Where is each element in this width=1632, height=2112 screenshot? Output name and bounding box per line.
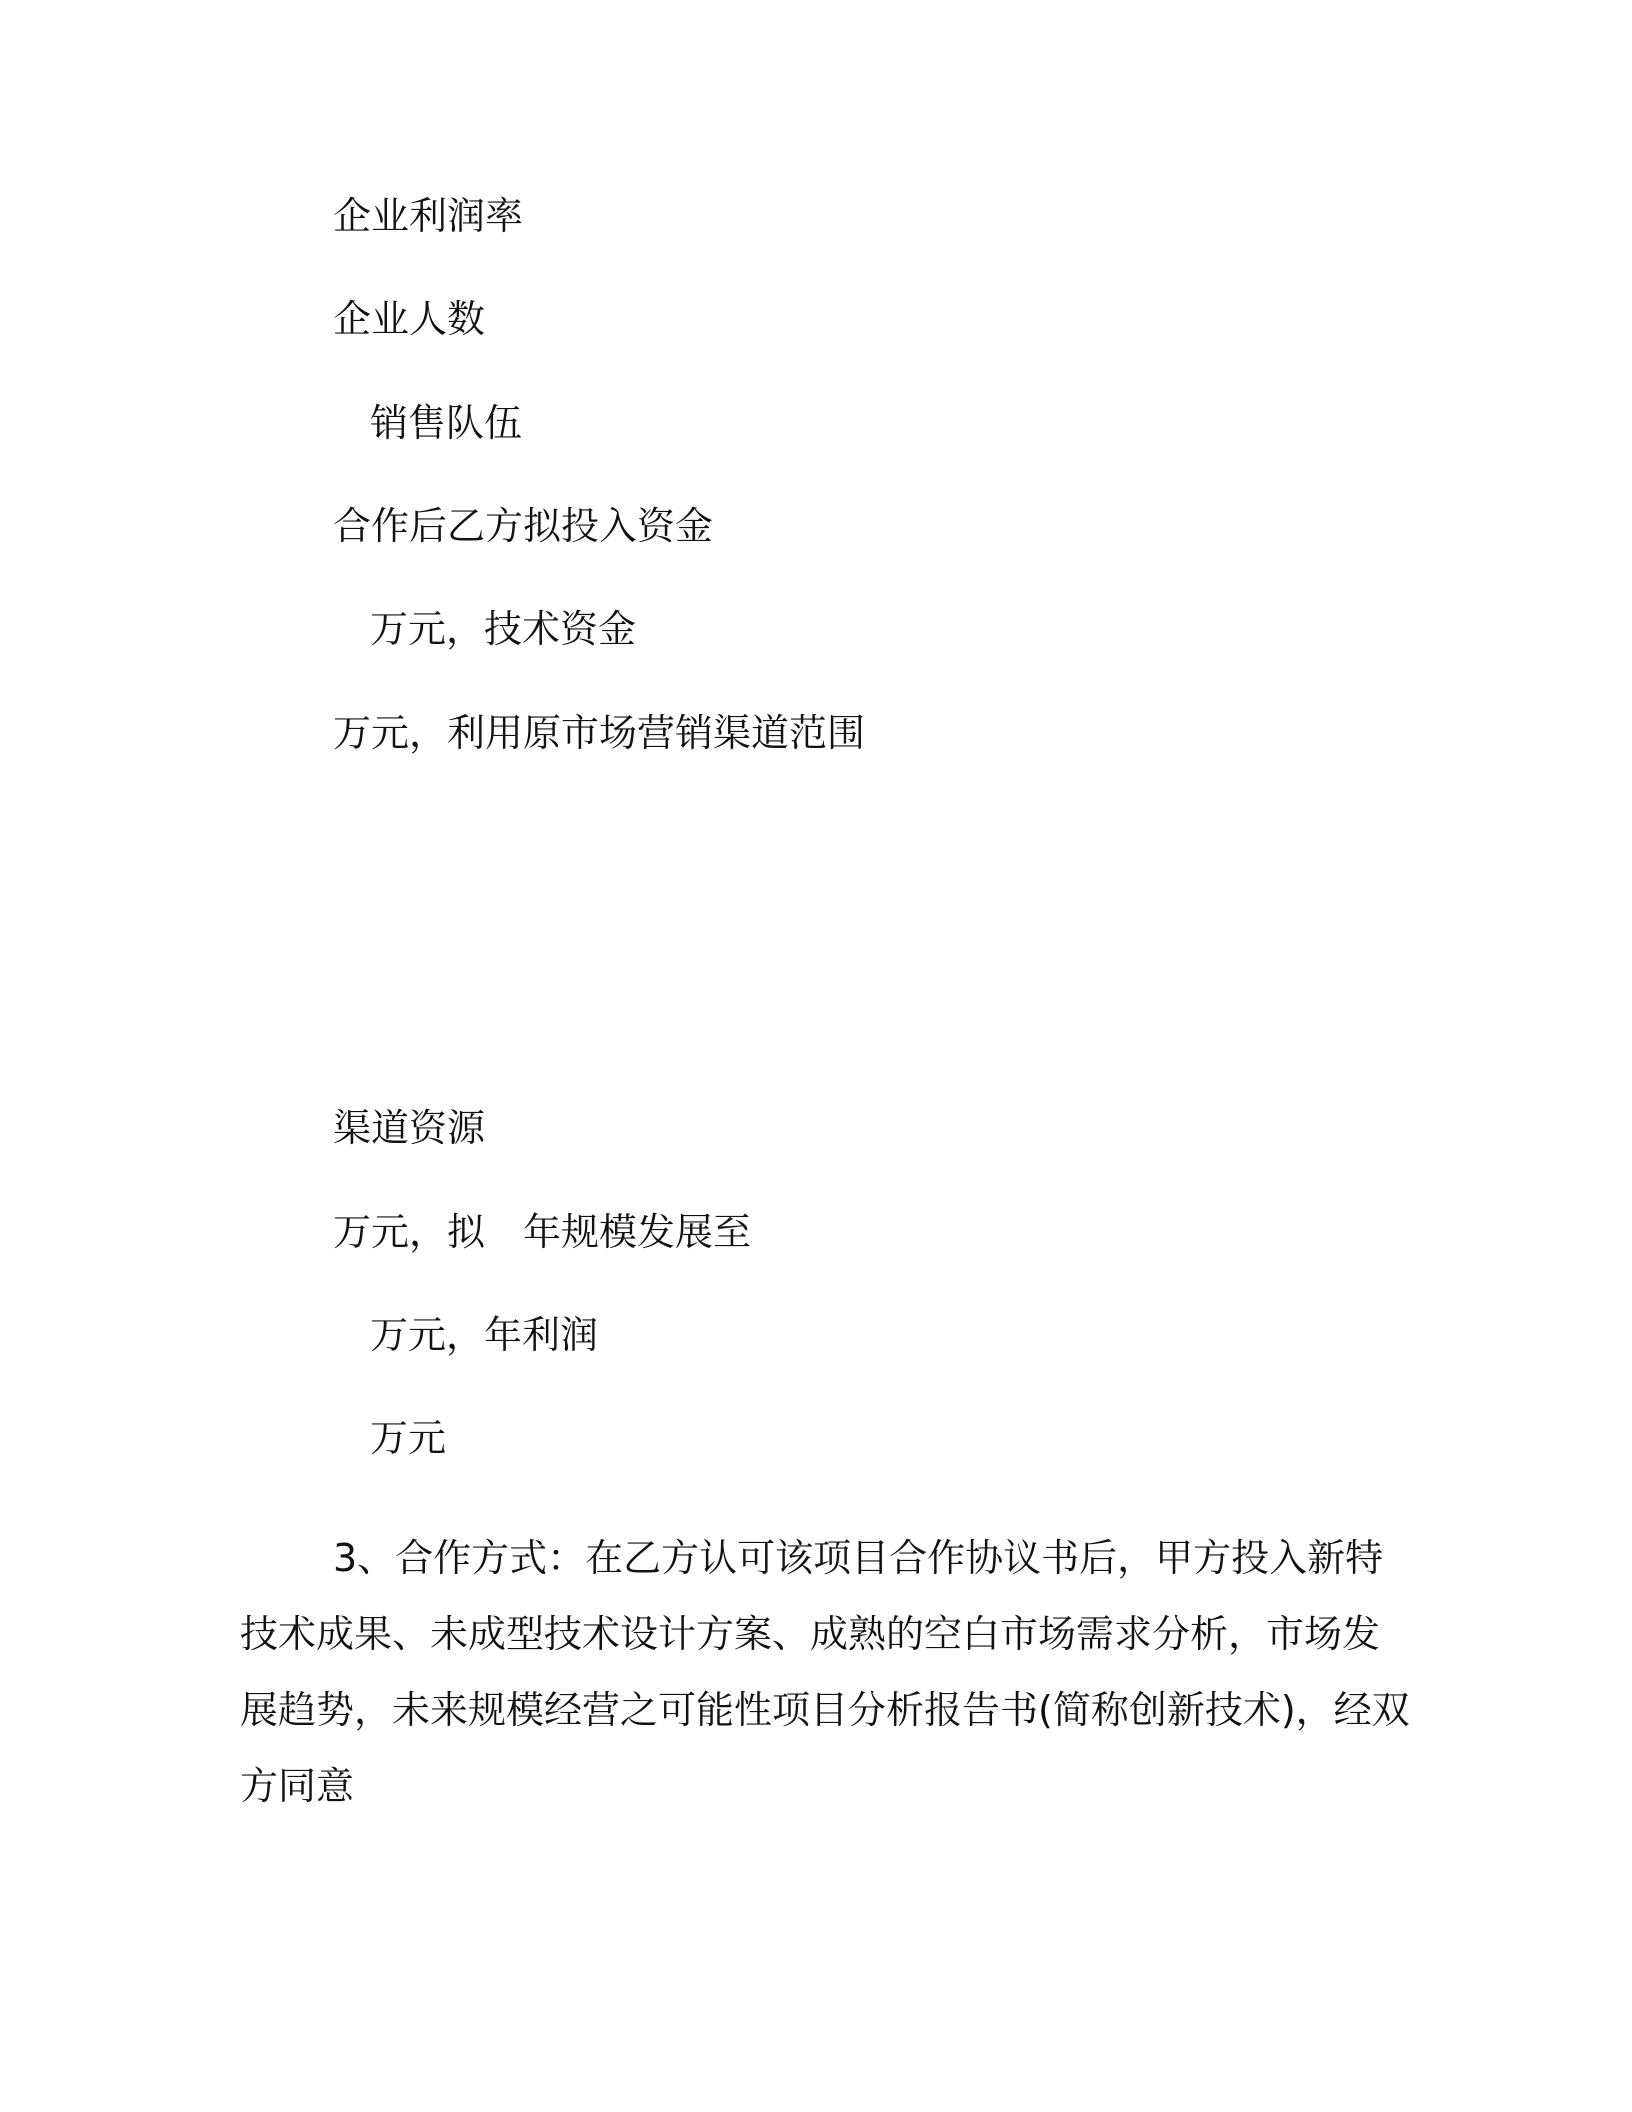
cooperation-paragraph — [240, 1520, 1410, 1824]
line-profit-rate: 企业利润率 — [333, 194, 524, 238]
paragraph-line: 技术成果、未成型技术设计方案、成熟的空白市场需求分析，市场发 — [240, 1612, 1381, 1656]
line-annual-profit: 万元，年利润 — [370, 1313, 599, 1357]
line-channel-resources: 渠道资源 — [333, 1106, 486, 1150]
line-investment-funds: 合作后乙方拟投入资金 — [333, 504, 714, 548]
paragraph-line: 方同意 — [240, 1764, 355, 1808]
line-marketing-channels: 万元，利用原市场营销渠道范围 — [333, 711, 866, 755]
paragraph-line: 3、合作方式：在乙方认可该项目合作协议书后，甲方投入新特 — [333, 1536, 1384, 1580]
line-scale-target: 万元，拟 年规模发展至 — [333, 1210, 752, 1254]
line-wan-yuan: 万元 — [370, 1416, 447, 1460]
line-tech-funds: 万元，技术资金 — [370, 607, 637, 651]
line-sales-team: 销售队伍 — [370, 401, 523, 445]
paragraph-line: 展趋势，未来规模经营之可能性项目分析报告书(简称创新技术)，经双 — [240, 1688, 1410, 1732]
line-headcount: 企业人数 — [333, 297, 486, 341]
